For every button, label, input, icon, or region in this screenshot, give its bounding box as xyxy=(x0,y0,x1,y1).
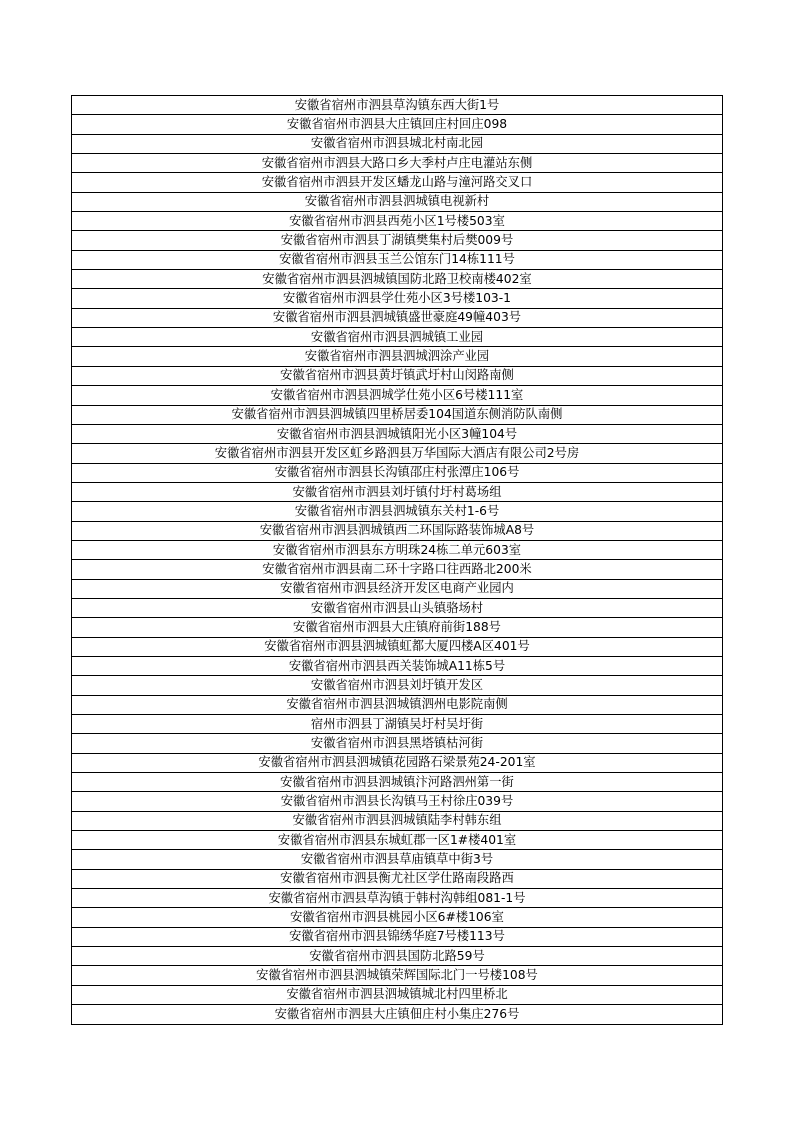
table-row xyxy=(72,540,723,559)
address-cell: 安徽省宿州市泗县西关装饰城A11栋5号 xyxy=(72,656,723,675)
table-row xyxy=(72,947,723,966)
address-cell: 安徽省宿州市泗县泗城镇虹都大厦四楼A区401号 xyxy=(72,637,723,656)
address-cell: 安徽省宿州市泗县草沟镇于韩村沟韩组081-1号 xyxy=(72,889,723,908)
address-cell: 安徽省宿州市泗县泗城镇汴河路泗州第一街 xyxy=(72,773,723,792)
table-row xyxy=(72,889,723,908)
address-cell: 安徽省宿州市泗县城北村南北园 xyxy=(72,134,723,153)
table-row xyxy=(72,444,723,463)
table-row xyxy=(72,579,723,598)
address-cell: 安徽省宿州市泗县泗城镇西二环国际路装饰城A8号 xyxy=(72,521,723,540)
table-row xyxy=(72,463,723,482)
table-row xyxy=(72,231,723,250)
address-cell: 安徽省宿州市泗县泗城镇花园路石梁景苑24-201室 xyxy=(72,753,723,772)
table-row xyxy=(72,366,723,385)
address-cell: 安徽省宿州市泗县国防北路59号 xyxy=(72,947,723,966)
table-row xyxy=(72,618,723,637)
table-row xyxy=(72,831,723,850)
table-row xyxy=(72,966,723,985)
table-row xyxy=(72,386,723,405)
address-cell: 安徽省宿州市泗县大路口乡大季村卢庄电灌站东侧 xyxy=(72,154,723,173)
table-row xyxy=(72,502,723,521)
address-cell: 安徽省宿州市泗县玉兰公馆东门14栋111号 xyxy=(72,250,723,269)
table-row xyxy=(72,753,723,772)
table-row xyxy=(72,598,723,617)
address-cell: 安徽省宿州市泗县草沟镇东西大街1号 xyxy=(72,96,723,115)
address-cell: 安徽省宿州市泗县桃园小区6#楼106室 xyxy=(72,908,723,927)
address-cell: 宿州市泗县丁湖镇吴圩村吴圩街 xyxy=(72,715,723,734)
address-cell: 安徽省宿州市泗县泗城学仕苑小区6号楼111室 xyxy=(72,386,723,405)
table-row xyxy=(72,154,723,173)
table-row xyxy=(72,192,723,211)
address-cell: 安徽省宿州市泗县泗城泗涂产业园 xyxy=(72,347,723,366)
table-row xyxy=(72,908,723,927)
address-cell: 安徽省宿州市泗县泗城镇东关村1-6号 xyxy=(72,502,723,521)
table-row xyxy=(72,173,723,192)
table-row xyxy=(72,328,723,347)
table-row xyxy=(72,482,723,501)
address-cell: 安徽省宿州市泗县开发区蟠龙山路与潼河路交叉口 xyxy=(72,173,723,192)
table-row xyxy=(72,212,723,231)
address-cell: 安徽省宿州市泗县长沟镇邵庄村张潭庄106号 xyxy=(72,463,723,482)
table-row xyxy=(72,927,723,946)
address-cell: 安徽省宿州市泗县泗城镇泗州电影院南侧 xyxy=(72,695,723,714)
address-cell: 安徽省宿州市泗县刘圩镇付圩村葛场组 xyxy=(72,482,723,501)
address-cell: 安徽省宿州市泗县泗城镇盛世豪庭49幢403号 xyxy=(72,308,723,327)
address-cell: 安徽省宿州市泗县泗城镇电视新村 xyxy=(72,192,723,211)
address-cell: 安徽省宿州市泗县大庄镇回庄村回庄098 xyxy=(72,115,723,134)
address-table-body xyxy=(72,96,723,1025)
address-cell: 安徽省宿州市泗县泗城镇四里桥居委104国道东侧消防队南侧 xyxy=(72,405,723,424)
table-row xyxy=(72,308,723,327)
table-row xyxy=(72,734,723,753)
table-row xyxy=(72,695,723,714)
address-cell: 安徽省宿州市泗县南二环十字路口往西路北200米 xyxy=(72,560,723,579)
address-cell: 安徽省宿州市泗县黄圩镇武圩村山闵路南侧 xyxy=(72,366,723,385)
address-cell: 安徽省宿州市泗县学仕苑小区3号楼103-1 xyxy=(72,289,723,308)
table-row xyxy=(72,869,723,888)
address-cell: 安徽省宿州市泗县东方明珠24栋二单元603室 xyxy=(72,540,723,559)
table-row xyxy=(72,424,723,443)
address-cell: 安徽省宿州市泗县经济开发区电商产业园内 xyxy=(72,579,723,598)
table-row xyxy=(72,521,723,540)
address-cell: 安徽省宿州市泗县东城虹郡一区1#楼401室 xyxy=(72,831,723,850)
address-cell: 安徽省宿州市泗县衡尤社区学仕路南段路西 xyxy=(72,869,723,888)
table-row xyxy=(72,850,723,869)
table-row xyxy=(72,1005,723,1024)
table-row xyxy=(72,96,723,115)
address-cell: 安徽省宿州市泗县黑塔镇枯河街 xyxy=(72,734,723,753)
table-row xyxy=(72,289,723,308)
address-table xyxy=(71,95,723,1025)
address-cell: 安徽省宿州市泗县泗城镇国防北路卫校南楼402室 xyxy=(72,270,723,289)
table-row xyxy=(72,134,723,153)
address-cell: 安徽省宿州市泗县泗城镇城北村四里桥北 xyxy=(72,985,723,1004)
table-row xyxy=(72,637,723,656)
address-cell: 安徽省宿州市泗县山头镇骆场村 xyxy=(72,598,723,617)
address-cell: 安徽省宿州市泗县泗城镇阳光小区3幢104号 xyxy=(72,424,723,443)
table-row xyxy=(72,792,723,811)
table-row xyxy=(72,715,723,734)
table-row xyxy=(72,811,723,830)
address-cell: 安徽省宿州市泗县大庄镇佃庄村小集庄276号 xyxy=(72,1005,723,1024)
table-row xyxy=(72,656,723,675)
table-row xyxy=(72,773,723,792)
table-row xyxy=(72,347,723,366)
table-row xyxy=(72,985,723,1004)
table-row xyxy=(72,405,723,424)
table-row xyxy=(72,676,723,695)
address-cell: 安徽省宿州市泗县泗城镇荣辉国际北门一号楼108号 xyxy=(72,966,723,985)
address-cell: 安徽省宿州市泗县大庄镇府前街188号 xyxy=(72,618,723,637)
address-cell: 安徽省宿州市泗县泗城镇工业园 xyxy=(72,328,723,347)
address-cell: 安徽省宿州市泗县锦绣华庭7号楼113号 xyxy=(72,927,723,946)
address-cell: 安徽省宿州市泗县泗城镇陆李村韩东组 xyxy=(72,811,723,830)
table-row xyxy=(72,270,723,289)
address-cell: 安徽省宿州市泗县西苑小区1号楼503室 xyxy=(72,212,723,231)
address-cell: 安徽省宿州市泗县草庙镇草中街3号 xyxy=(72,850,723,869)
address-cell: 安徽省宿州市泗县刘圩镇开发区 xyxy=(72,676,723,695)
address-cell: 安徽省宿州市泗县长沟镇马王村徐庄039号 xyxy=(72,792,723,811)
table-row xyxy=(72,250,723,269)
address-cell: 安徽省宿州市泗县开发区虹乡路泗县万华国际大酒店有限公司2号房 xyxy=(72,444,723,463)
table-row xyxy=(72,560,723,579)
address-cell: 安徽省宿州市泗县丁湖镇樊集村后樊009号 xyxy=(72,231,723,250)
table-row xyxy=(72,115,723,134)
